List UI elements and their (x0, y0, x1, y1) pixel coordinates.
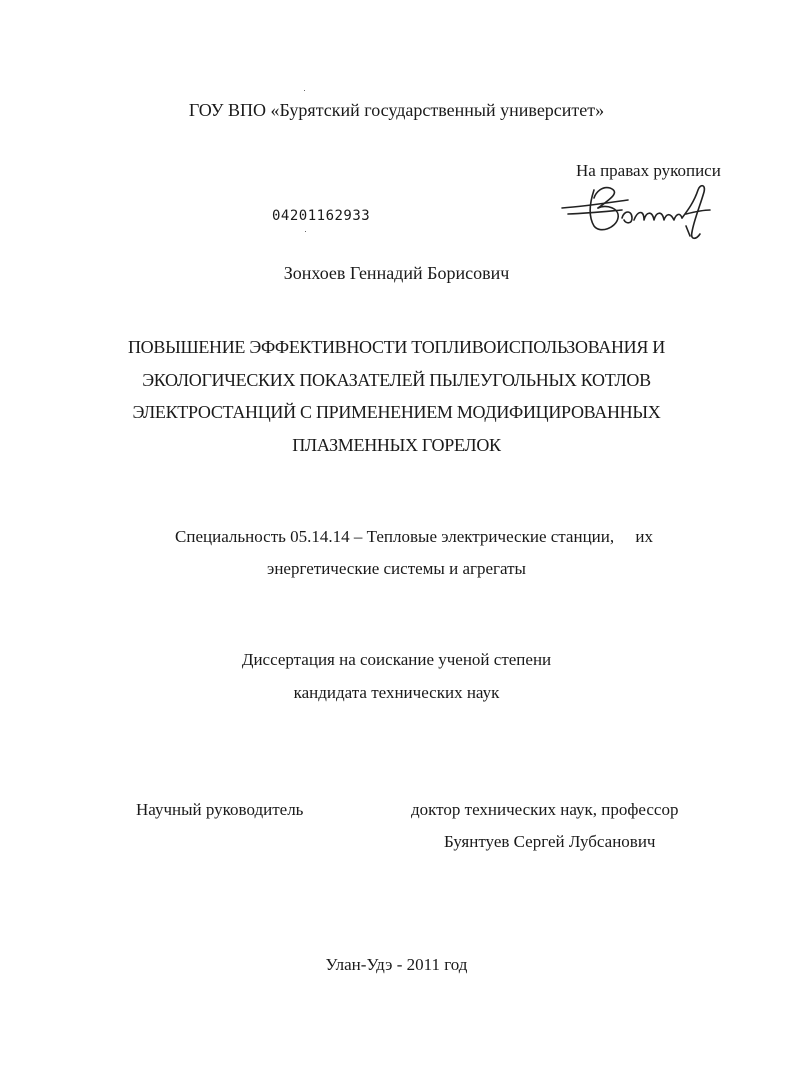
specialty-line: энергетические системы и агрегаты (267, 559, 526, 578)
degree-line: Диссертация на соискание ученой степени (241, 650, 552, 669)
title-line: ПОВЫШЕНИЕ ЭФФЕКТИВНОСТИ ТОПЛИВОИСПОЛЬЗОВАНИЯ И (127, 337, 665, 357)
archive-number: 04201162933 (272, 208, 371, 224)
rights-note: На правах рукописи (576, 161, 721, 180)
title-line: ПЛАЗМЕННЫХ ГОРЕЛОК (292, 434, 501, 455)
dissertation-title (0, 331, 793, 461)
supervisor-degree: доктор технических наук, профессор (411, 800, 679, 819)
institution-name: ГОУ ВПО «Бурятский государственный университет» (188, 100, 605, 120)
supervisor-name: Буянтуев Сергей Лубсанович (444, 832, 656, 851)
degree-statement (0, 643, 793, 709)
city-year: Улан-Удэ - 2011 год (325, 955, 468, 974)
specialty-line: Специальность 05.14.14 – Тепловые электрические станции, их (175, 527, 653, 546)
degree-line: кандидата технических наук (293, 683, 500, 702)
title-line: ЭКОЛОГИЧЕСКИХ ПОКАЗАТЕЛЕЙ ПЫЛЕУГОЛЬНЫХ КОТЛОВ (142, 369, 651, 390)
specialty (0, 521, 793, 585)
author-name: Зонхоев Геннадий Борисович (283, 263, 510, 283)
scan-speck (305, 231, 306, 232)
scan-speck (304, 90, 305, 91)
author-signature (558, 180, 728, 246)
title-line: ЭЛЕКТРОСТАНЦИЙ С ПРИМЕНЕНИЕМ МОДИФИЦИРОВАННЫХ (132, 402, 661, 422)
supervisor-label: Научный руководитель (136, 800, 304, 819)
